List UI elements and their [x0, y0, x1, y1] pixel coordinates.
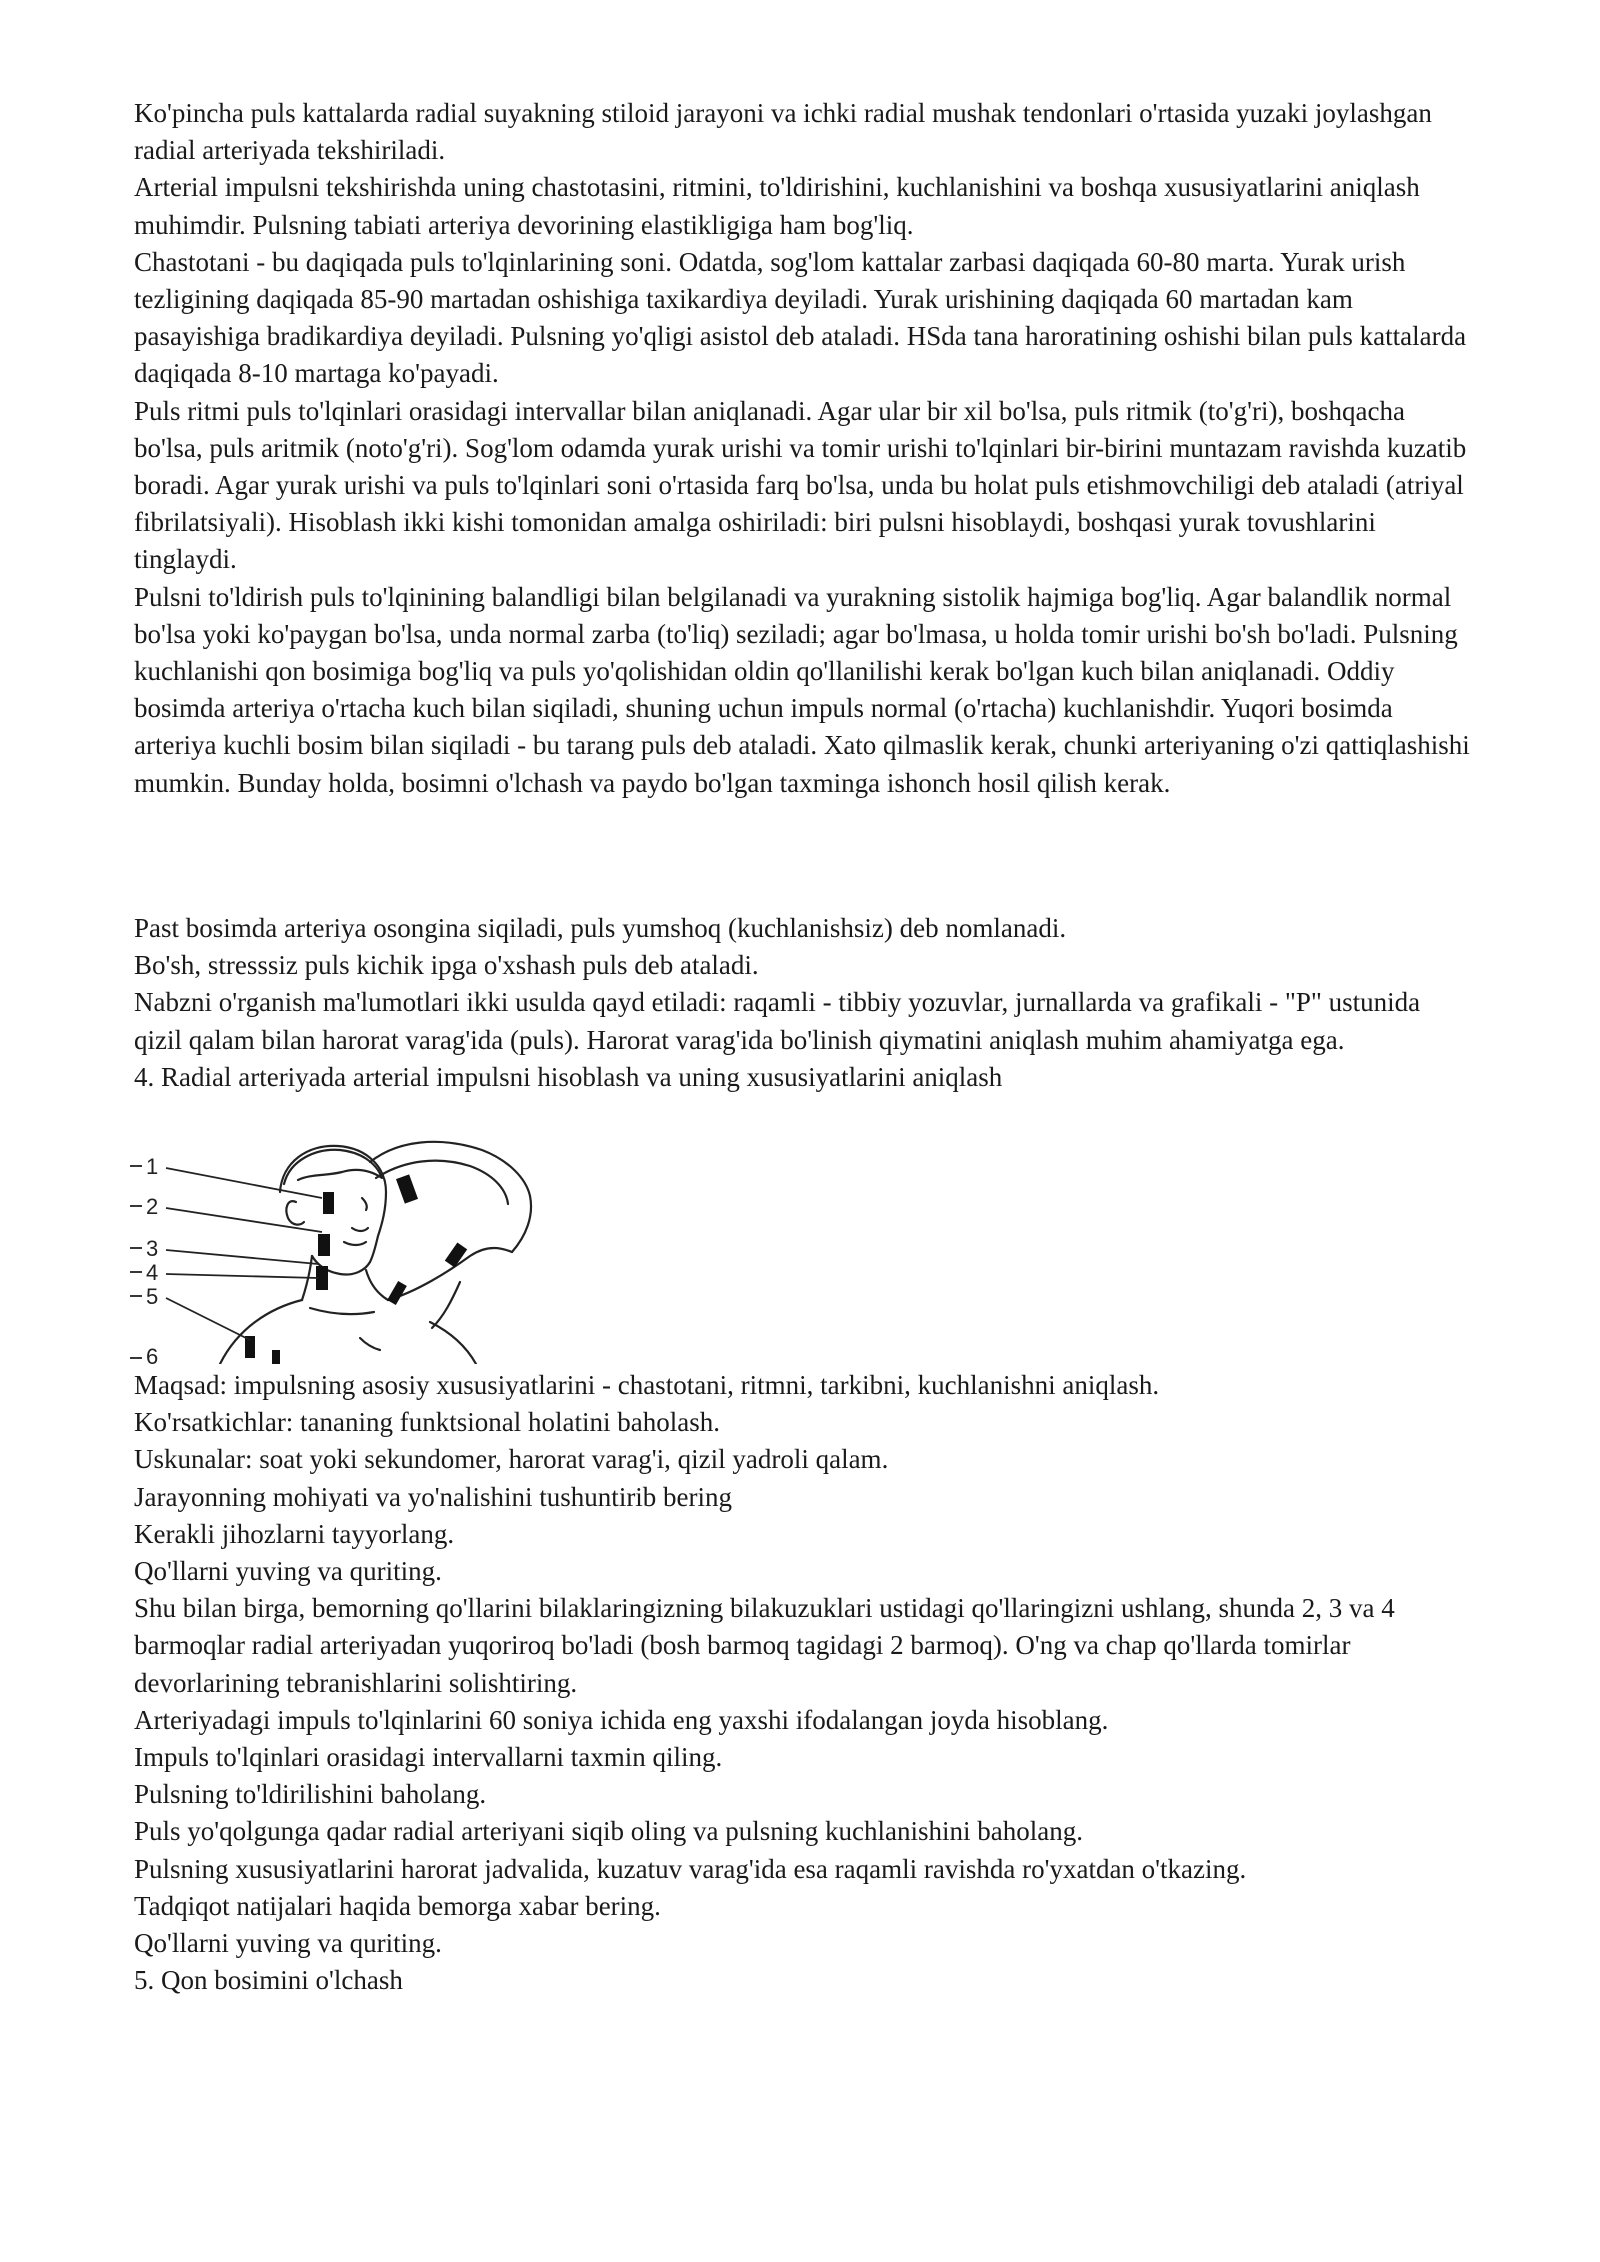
paragraph: Impuls to'lqinlari orasidagi intervallarni taxmin qiling.: [134, 1742, 723, 1773]
text-block-pulse-recording: [134, 910, 1474, 1096]
paragraph: Maqsad: impulsning asosiy xususiyatlarini - chastotani, ritmni, tarkibni, kuchlanishni aniqlash.: [134, 1370, 1160, 1400]
paragraph: Qo'llarni yuving va quriting.: [134, 1556, 442, 1587]
figure-label-1: 1: [146, 1154, 159, 1179]
paragraph: Nabzni o'rganish ma'lumotlari ikki usulda qayd etiladi: raqamli - tibbiy yozuvlar, jurnallarda va grafikali - "P" ustunida qizil qalam bilan harorat varag'ida (puls). Harorat varag'ida bo'linish qiymatini aniqlash muhim ahamiyatga ega.: [134, 987, 1421, 1055]
paragraph: Jarayonning mohiyati va yo'nalishini tushuntirib bering: [134, 1481, 733, 1512]
paragraph: Bo'sh, stresssiz puls kichik ipga o'xshash puls deb ataladi.: [134, 950, 759, 981]
paragraph: Shu bilan birga, bemorning qo'llarini bilaklaringizning bilakuzuklari ustidagi qo'llaringizni ushlang, shunda 2, 3 va 4 barmoqlar radial arteriyadan yuqoriroq bo'ladi (bosh barmoq tagidagi 2 barmoq). O'ng va chap qo'llarda tomirlar devorlarining tebranishlarini solishtiring.: [134, 1593, 1395, 1698]
figure-label-2: 2: [146, 1194, 159, 1219]
paragraph: Puls ritmi puls to'lqinlari orasidagi intervallar bilan aniqlanadi. Agar ular bir xil bo'lsa, puls ritmik (to'g'ri), boshqacha bo'lsa, puls aritmik (noto'g'ri). Sog'lom odamda yurak urishi va tomir urishi to'lqinlari bir-birini muntazam ravishda kuzatib boradi. Agar yurak urishi va puls to'lqinlari soni o'rtasida farq bo'lsa, unda bu holat puls etishmovchiligi deb ataladi (atriyal fibrilatsiyali). Hisoblash ikki kishi tomonidan amalga oshiriladi: biri pulsni hisoblaydi, boshqasi yurak tovushlarini tinglaydi.: [134, 395, 1467, 575]
paragraph: Ko'pincha puls kattalarda radial suyakning stiloid jarayoni va ichki radial mushak tendonlari o'rtasida yuzaki joylashgan radial arteriyada tekshiriladi.: [134, 98, 1432, 166]
section-heading: 4. Radial arteriyada arterial impulsni hisoblash va uning xususiyatlarini aniqlash: [134, 1061, 1003, 1092]
figure-label-3: 3: [146, 1236, 159, 1261]
paragraph: Qo'llarni yuving va quriting.: [134, 1928, 442, 1959]
paragraph: Chastotani - bu daqiqada puls to'lqinlarining soni. Odatda, sog'lom kattalar zarbasi daqiqada 60-80 marta. Yurak urish tezligining daqiqada 85-90 martadan oshishiga taxikardiya deyiladi. Yurak urishining daqiqada 60 martadan kam pasayishiga bradikardiya deyiladi. Pulsning yo'qligi asistol deb ataladi. HSda tana haroratining oshishi bilan puls kattalarda daqiqada 8-10 martaga ko'payadi.: [134, 246, 1467, 389]
figure-label-6: 6: [146, 1344, 159, 1364]
paragraph: Uskunalar: soat yoki sekundomer, harorat varag'i, qizil yadroli qalam.: [134, 1444, 889, 1475]
paragraph: Pulsning xususiyatlarini harorat jadvalida, kuzatuv varag'ida esa raqamli ravishda ro'yxatdan o'tkazing.: [134, 1853, 1247, 1884]
paragraph: Pulsni to'ldirish puls to'lqinining balandligi bilan belgilanadi va yurakning sistolik hajmiga bog'liq. Agar balandlik normal bo'lsa yoki ko'paygan bo'lsa, unda normal zarba (to'liq) seziladi; agar bo'lmasa, u holda tomir urishi bo'sh bo'ladi. Pulsning kuchlanishi qon bosimiga bog'liq va puls yo'qolishidan oldin qo'llanilishi kerak bo'lgan kuch bilan aniqlanadi. Oddiy bosimda arteriya o'rtacha kuch bilan siqiladi, shuning uchun impuls normal (o'rtacha) kuchlanishdir. Yuqori bosimda arteriya kuchli bosim bilan siqiladi - bu tarang puls deb ataladi. Xato qilmaslik kerak, chunki arteriyaning o'zi qattiqlashishi mumkin. Bunday holda, bosimni o'lchash va paydo bo'lgan taxminga ishonch hosil qilish kerak.: [134, 581, 1470, 798]
pulse-points-illustration: [130, 1132, 590, 1364]
text-block-procedure: [134, 1367, 1474, 1999]
paragraph: Kerakli jihozlarni tayyorlang.: [134, 1518, 455, 1549]
paragraph: Past bosimda arteriya osongina siqiladi, puls yumshoq (kuchlanishsiz) deb nomlanadi.: [134, 913, 1067, 943]
paragraph: Pulsning to'ldirilishini baholang.: [134, 1779, 487, 1810]
paragraph: Arterial impulsni tekshirishda uning chastotasini, ritmini, to'ldirishini, kuchlanishini va boshqa xususiyatlarini aniqlash muhimdir. Pulsning tabiati arteriya devorining elastikligiga ham bog'liq.: [134, 172, 1420, 240]
paragraph: Tadqiqot natijalari haqida bemorga xabar bering.: [134, 1890, 661, 1921]
paragraph: Puls yo'qolgunga qadar radial arteriyani siqib oling va pulsning kuchlanishini baholang.: [134, 1816, 1083, 1847]
section-heading: 5. Qon bosimini o'lchash: [134, 1965, 403, 1996]
pulse-points-drawing: [130, 1132, 590, 1364]
figure-label-4: 4: [146, 1260, 159, 1285]
text-block-pulse-properties: [134, 95, 1474, 802]
figure-label-5: 5: [146, 1284, 159, 1309]
paragraph: Arteriyadagi impuls to'lqinlarini 60 soniya ichida eng yaxshi ifodalangan joyda hisoblang.: [134, 1704, 1109, 1735]
paragraph: Ko'rsatkichlar: tananing funktsional holatini baholash.: [134, 1407, 720, 1438]
